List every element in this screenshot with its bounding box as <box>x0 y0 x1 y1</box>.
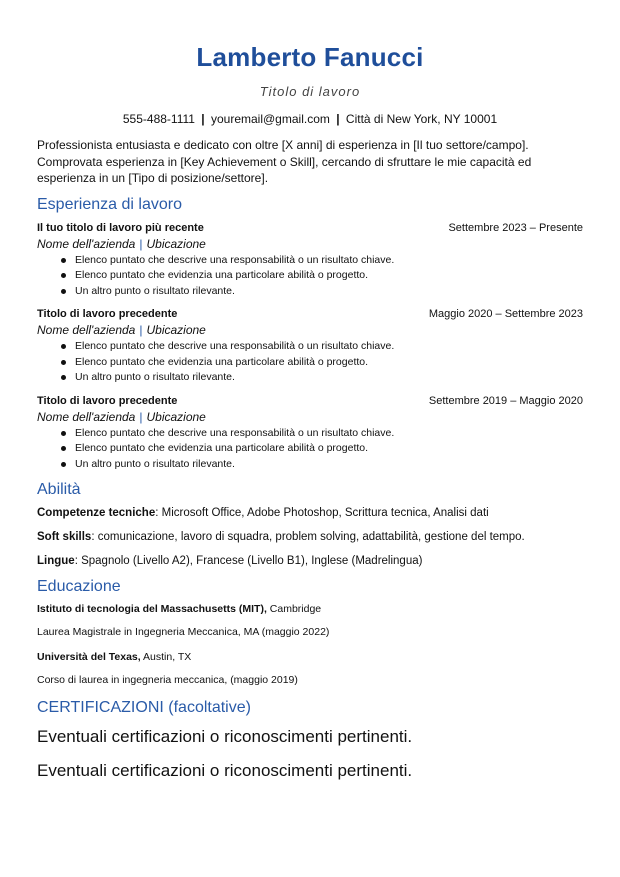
location: Città di New York, NY 10001 <box>345 112 498 126</box>
skill-line <box>37 529 583 545</box>
company-name: Nome dell'azienda <box>37 409 136 424</box>
job-title: Titolo di lavoro precedente <box>37 394 178 407</box>
job-bullets <box>37 339 583 386</box>
contact-separator: | <box>201 112 205 126</box>
bullet-item: Elenco puntato che descrive una responsabilità o un risultato chiave. <box>75 253 583 269</box>
job-entry <box>37 220 583 300</box>
skill-line <box>37 553 583 569</box>
candidate-name: Lamberto Fanucci <box>196 42 424 72</box>
certifications-section-title: CERTIFICAZIONI (facoltative) <box>37 699 251 716</box>
skill-value: : Spagnolo (Livello A2), Francese (Livello B1), Inglese (Madrelingua) <box>74 555 423 567</box>
institution-city: Cambridge <box>266 603 322 615</box>
company-line <box>37 409 583 426</box>
job-dates: Settembre 2023 – Presente <box>448 221 583 234</box>
company-name: Nome dell'azienda <box>37 323 136 337</box>
bullet-item: Elenco puntato che evidenzia una particolare abilità o progetto. <box>75 441 583 457</box>
job-entry <box>37 393 583 473</box>
institution-name: Università del Texas, <box>37 651 141 663</box>
job-bullets <box>37 253 583 300</box>
phone-number: 555-488-1111 <box>122 112 195 126</box>
certification-line: Eventuali certificazioni o riconoscimenti pertinenti. <box>37 727 413 746</box>
bullet-item: Un altro punto o risultato rilevante. <box>75 457 583 473</box>
company-separator: | <box>139 323 143 337</box>
skill-value: : Microsoft Office, Adobe Photoshop, Scrittura tecnica, Analisi dati <box>155 507 489 519</box>
certification-line: Eventuali certificazioni o riconoscimenti pertinenti. <box>37 761 413 780</box>
bullet-item: Elenco puntato che evidenzia una particolare abilità o progetto. <box>75 268 583 284</box>
professional-summary: Professionista entusiasta e dedicato con oltre [X anni] di esperienza in [Il tuo settore/campo]. Comprovata esperienza in [Key Achievement o Skill], cercando di sfruttare le mie capacità ed esperienza in un [Tipo di posizione/settore]. <box>37 138 532 185</box>
skill-line <box>37 505 583 521</box>
bullet-item: Elenco puntato che descrive una responsabilità o un risultato chiave. <box>75 426 583 442</box>
company-separator: | <box>139 236 143 251</box>
company-location: Ubicazione <box>146 236 206 251</box>
skill-label: Lingue <box>37 555 75 567</box>
job-entry <box>37 306 583 386</box>
institution-name: Istituto di tecnologia del Massachusetts (MIT), <box>37 603 267 615</box>
job-title-subtitle: Titolo di lavoro <box>259 84 361 99</box>
bullet-item: Un altro punto o risultato rilevante. <box>75 284 583 300</box>
education-degree: Laurea Magistrale in Ingegneria Meccanica, MA (maggio 2022) <box>37 626 330 638</box>
education-institution <box>37 650 583 665</box>
institution-city: Austin, TX <box>140 651 192 663</box>
skill-label: Competenze tecniche <box>37 507 156 519</box>
company-separator: | <box>139 409 143 424</box>
skill-value: : comunicazione, lavoro di squadra, problem solving, adattabilità, gestione del tempo. <box>91 531 525 543</box>
experience-section-title: Esperienza di lavoro <box>37 195 182 213</box>
bullet-item: Un altro punto o risultato rilevante. <box>75 370 583 386</box>
contact-separator: | <box>336 112 340 126</box>
job-title: Il tuo titolo di lavoro più recente <box>37 221 204 234</box>
job-dates: Settembre 2019 – Maggio 2020 <box>428 394 583 407</box>
company-location: Ubicazione <box>146 409 206 424</box>
education-institution <box>37 602 583 617</box>
company-location: Ubicazione <box>146 323 206 337</box>
job-dates: Maggio 2020 – Settembre 2023 <box>428 308 583 320</box>
skill-label: Soft skills <box>37 531 92 543</box>
job-bullets <box>37 426 583 473</box>
contact-line <box>37 112 583 127</box>
company-name: Nome dell'azienda <box>37 236 136 251</box>
job-title: Titolo di lavoro precedente <box>37 308 178 320</box>
education-section-title: Educazione <box>37 578 121 595</box>
education-degree: Corso di laurea in ingegneria meccanica, (maggio 2019) <box>37 674 298 686</box>
email-address: youremail@gmail.com <box>210 112 330 126</box>
bullet-item: Elenco puntato che descrive una responsabilità o un risultato chiave. <box>75 339 583 355</box>
company-line <box>37 322 583 339</box>
bullet-item: Elenco puntato che evidenzia una particolare abilità o progetto. <box>75 355 583 371</box>
skills-section-title: Abilità <box>37 481 81 498</box>
company-line <box>37 236 583 253</box>
